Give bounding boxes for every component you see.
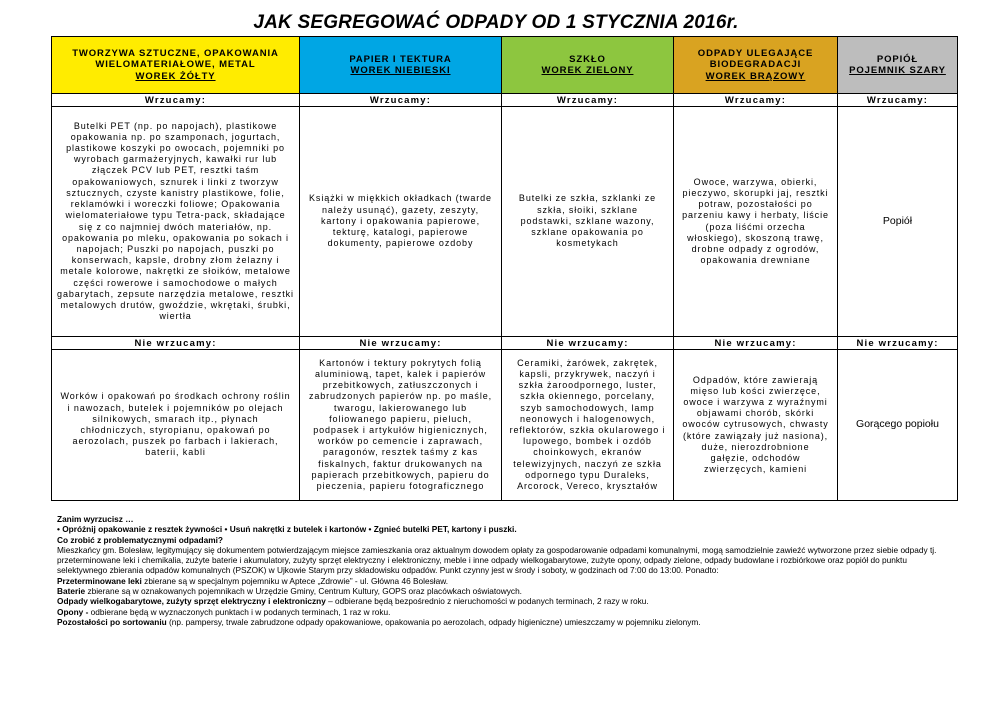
- bag-label: WOREK BRĄZOWY: [705, 70, 806, 82]
- accepted-items-paper: Książki w miękkich okładkach (twarde należy usunąć), gazety, zeszyty, kartony i opakowania papierowe, tekturę, katalogi, papierowe dokumenty, papierowe ozdoby: [300, 107, 502, 337]
- rejected-label: Nie wrzucamy:: [838, 337, 958, 350]
- accepted-label: Wrzucamy:: [674, 94, 838, 107]
- header-plastics: [52, 37, 300, 94]
- rejected-items-glass: Ceramiki, żarówek, zakrętek, kapsli, przykrywek, naczyń i szkła żaroodpornego, luster, szkła okiennego, porcelany, szyb samochodowych, lamp neonowych i halogenowych, reflektorów, szkła okularowego i lupowego, bombek i ozdób choinkowych, ekranów telewizyjnych, naczyń ze szkła odpornego typu Duraleks, Arcorock, Vereco, kryształów: [502, 350, 674, 501]
- bag-label: WOREK ZIELONY: [541, 65, 634, 76]
- rejected-label: Nie wrzucamy:: [300, 337, 502, 350]
- rejected-items-bio: Odpadów, które zawierają mięso lub kości zwierzęce, owoce i warzywa z wyraźnymi objawami chorób, skórki owoców cytrusowych, chwasty (które zawiązały już nasiona), duże, nierozdrobnione gałęzie, odchodów zwierzęcych, kamieni: [674, 350, 838, 501]
- rejected-label: Nie wrzucamy:: [52, 337, 300, 350]
- header-glass: [502, 37, 674, 94]
- notes-item-label: Baterie: [57, 586, 86, 597]
- page-title: JAK SEGREGOWAĆ ODPADY OD 1 STYCZNIA 2016r.: [253, 12, 739, 33]
- rejected-items-row: [52, 350, 958, 501]
- category-title: TWORZYWA SZTUCZNE, OPAKOWANIA WIELOMATERIAŁOWE, METAL: [72, 47, 279, 71]
- header-ash: [838, 37, 958, 94]
- accepted-items-glass: Butelki ze szkła, szklanki ze szkła, słoiki, szklane podstawki, szklane wazony, szklane opakowania po kosmetykach: [502, 107, 674, 337]
- accepted-label: Wrzucamy:: [52, 94, 300, 107]
- rejected-items-ash: Gorącego popiołu: [838, 350, 958, 501]
- rejected-label: Nie wrzucamy:: [502, 337, 674, 350]
- header-bio: [674, 37, 838, 94]
- category-title: POPIÓŁ: [876, 53, 919, 65]
- accepted-items-bio: Owoce, warzywa, obierki, pieczywo, skorupki jaj, resztki potraw, pozostałości po parzeniu kawy i herbaty, liście (poza liśćmi orzecha włoskiego), skoszoną trawę, drobne odpady z ogrodów, opakowania drewniane: [674, 107, 838, 337]
- segregation-table: [51, 36, 958, 501]
- accepted-label: Wrzucamy:: [300, 94, 502, 107]
- category-title: SZKŁO: [569, 53, 606, 65]
- rejected-label: Nie wrzucamy:: [674, 337, 838, 350]
- notes-item: [57, 617, 947, 627]
- accepted-items-row: [52, 107, 958, 337]
- accepted-label: Wrzucamy:: [502, 94, 674, 107]
- accepted-label-row: [52, 94, 958, 107]
- category-title: PAPIER I TEKTURA: [349, 53, 452, 65]
- notes-item-text: zbierane są w oznakowanych pojemnikach w Urzędzie Gminy, Centrum Kultury, GOPS oraz placówkach oświatowych.: [85, 586, 522, 597]
- notes-item-text: odbierane będą w wyznaczonych punktach i w podanych terminach, 1 raz w roku.: [88, 606, 391, 617]
- notes-item-label: Pozostałości po sortowaniu: [57, 616, 167, 627]
- notes-item: [57, 586, 947, 596]
- notes-item: [57, 607, 947, 617]
- notes-item-text: – odbierane będą bezpośrednio z nieruchomości w podanych terminach, 2 razy w roku.: [325, 596, 649, 607]
- notes-before-text: • Opróżnij opakowanie z resztek żywności • Usuń nakrętki z butelek i kartonów • Zgnieć butelki PET, kartony i puszki.: [57, 524, 517, 535]
- rejected-items-paper: Kartonów i tektury pokrytych folią aluminiową, tapet, kalek i papierów przebitkowych, zatłuszczonych i zabrudzonych papierów np. po maśle, twarogu, lakierowanego lub foliowanego papieru, pieluch, podpasek i artykułów higienicznych, worków po cemencie i zaprawach, paragonów, resztek taśmy z kas fiskalnych, faktur drukowanych na papierach przebitkowych, papieru do pieczenia, papieru fotograficznego: [300, 350, 502, 501]
- bag-label: POJEMNIK SZARY: [849, 65, 946, 76]
- notes-item-text: zbierane są w specjalnym pojemniku w Aptece „Zdrowie” - ul. Główna 46 Bolesław.: [141, 575, 449, 586]
- notes-section: [57, 514, 947, 627]
- notes-item-label: Przeterminowane leki: [57, 575, 142, 586]
- bag-label: WOREK ŻÓŁTY: [135, 70, 216, 82]
- accepted-items-plastics: Butelki PET (np. po napojach), plastikowe opakowania np. po szamponach, jogurtach, plastikowe koszyki po owocach, pojemniki po wyrobach garmażeryjnych, kawałki rur lub złączek PCV lub PET, resztki taśm opakowaniowych, sznurek i linki z tworzyw sztucznych, czyste kanistry plastikowe, folie, reklamówki i woreczki foliowe; Opakowania wielomateriałowe typu Tetra-pack, składające się z co najmniej dwóch materiałów, np. opakowania po mleku, opakowania po sokach i napojach; Puszki po napojach, puszki po konserwach, kapsle, drobny złom żelazny i metale kolorowe, nakrętki ze słoików, metalowe części rowerowe i samochodowe o małych gabarytach, zepsute narzędzia metalowe, resztki metalowych drutów, gwoździe, wkrętaki, śrubki, wiertła: [52, 107, 300, 337]
- notes-before-heading: Zanim wyrzucisz …: [57, 514, 134, 524]
- rejected-items-plastics: Worków i opakowań po środkach ochrony roślin i nawozach, butelek i pojemników po olejach silnikowych, smarach itp., płynach chłodniczych, styropianu, opakowań po aerozolach, puszek po farbach i lakierach, baterii, kabli: [52, 350, 300, 501]
- notes-item-label: Odpady wielkogabarytowe, zużyty sprzęt elektryczny i elektroniczny: [57, 596, 326, 607]
- category-header-row: [52, 37, 958, 94]
- category-title: ODPADY ULEGAJĄCE BIODEGRADACJI: [697, 47, 814, 71]
- notes-pszok-text: Mieszkańcy gm. Bolesław, legitymujący się dokumentem potwierdzającym miejsce zamieszkania oraz aktualnym dowodem opłaty za gospodarowanie odpadami komunalnymi, mogą samodzielnie zawieźć wytworzone przez siebie odpady tj. przeterminowane leki i chemikalia, zużyte baterie i akumulatory, zużyty sprzęt elektryczny i elektroniczny, meble i inne odpady wielkogabarytowe, zużyte opony, odpady zielone, odpady budowlane i rozbiórkowe oraz popiół do punktu selektywnego zbierania odpadów komunalnych (PSZOK) w Ujkowie Starym przy składowisku odpadów. Punkt czynny jest w środy i soboty, w godzinach od 7:00 do 13:00. Ponadto:: [57, 544, 937, 576]
- notes-problem-heading: Co zrobić z problematycznymi odpadami?: [57, 534, 223, 545]
- notes-item: [57, 596, 947, 606]
- rejected-label-row: [52, 337, 958, 350]
- accepted-items-ash: Popiół: [838, 107, 958, 337]
- header-paper: [300, 37, 502, 94]
- notes-item-label: Opony -: [57, 606, 89, 617]
- notes-item-text: (np. pampersy, trwale zabrudzone odpady opakowaniowe, opakowania po aerozolach, odpady higieniczne) umieszczamy w pojemniku zielonym.: [166, 616, 701, 627]
- bag-label: WOREK NIEBIESKI: [350, 65, 451, 76]
- accepted-label: Wrzucamy:: [838, 94, 958, 107]
- notes-item: [57, 576, 947, 586]
